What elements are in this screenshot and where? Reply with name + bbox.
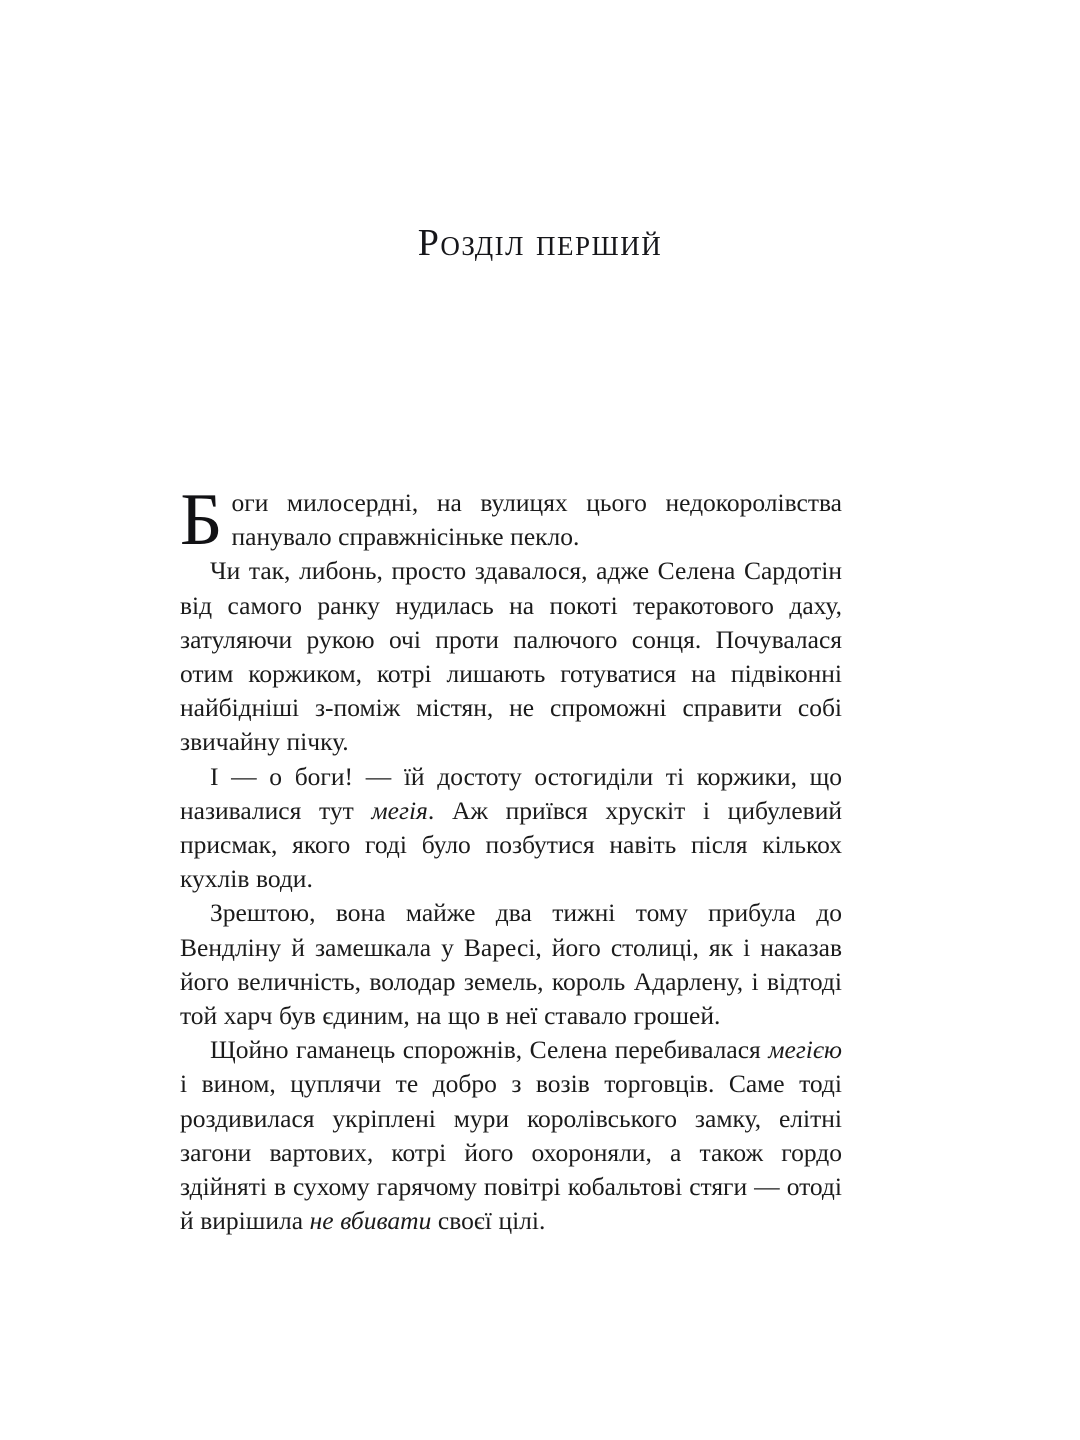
paragraph-3-segment-2: . Аж приївся хрускіт і цибулевий присмак, якого годі було позбутися навіть після кількох кухлів води. [180,795,842,894]
body-text-block [180,479,842,1238]
paragraph-2 [180,554,842,759]
page-title: Розділ перший [417,222,663,264]
paragraph-4-text: Зрештою, вона майже два тижні тому прибула до Вендліну й замешкала у Варесі, його столиці, як і наказав його величність, володар земель, король Адарлену, і відтоді той харч був єдиним, на що в неї ставало грошей. [180,898,842,1031]
paragraph-3 [180,760,842,897]
paragraph-4 [180,896,842,1033]
paragraph-5-italic-term: мегією [768,1035,842,1065]
paragraph-2-text: Чи так, либонь, просто здавалося, адже Селена Сардотін від самого ранку нудилась на покоті теракотового даху, затуляючи рукою очі проти палючого сонця. Почувалася отим коржиком, котрі лишають готуватися на підвіконні найбідніші з-поміж містян, не спроможні справити собі звичайну пічку. [180,556,842,757]
paragraph-5 [180,1033,842,1238]
paragraph-3-italic-term: мегія [371,795,428,825]
paragraph-5-segment-3: своєї цілі. [431,1206,546,1236]
paragraph-1 [180,479,842,561]
drop-cap: Б [180,479,223,561]
paragraph-5-italic-phrase: не вбивати [309,1206,432,1236]
paragraph-5-segment-1: Щойно гаманець спорожнів, Селена перебивалася [210,1035,769,1065]
paragraph-1-text: оги милосердні, на вулицях цього недокоролівства панувало справжнісіньке пекло. [231,488,842,552]
paragraph-5-segment-2: і вином, цуплячи те добро з возів торговців. Саме тоді роздивилася укріплені мури королівського замку, елітні загони вартових, котрі його охороняли, а також гордо здійняті в сухому гарячому повітрі кобальтові стяги — отоді й вирішила [180,1069,842,1236]
paragraph-3-segment-1: І — о боги! — їй достоту остогиділи ті коржики, що називалися тут [180,761,842,825]
